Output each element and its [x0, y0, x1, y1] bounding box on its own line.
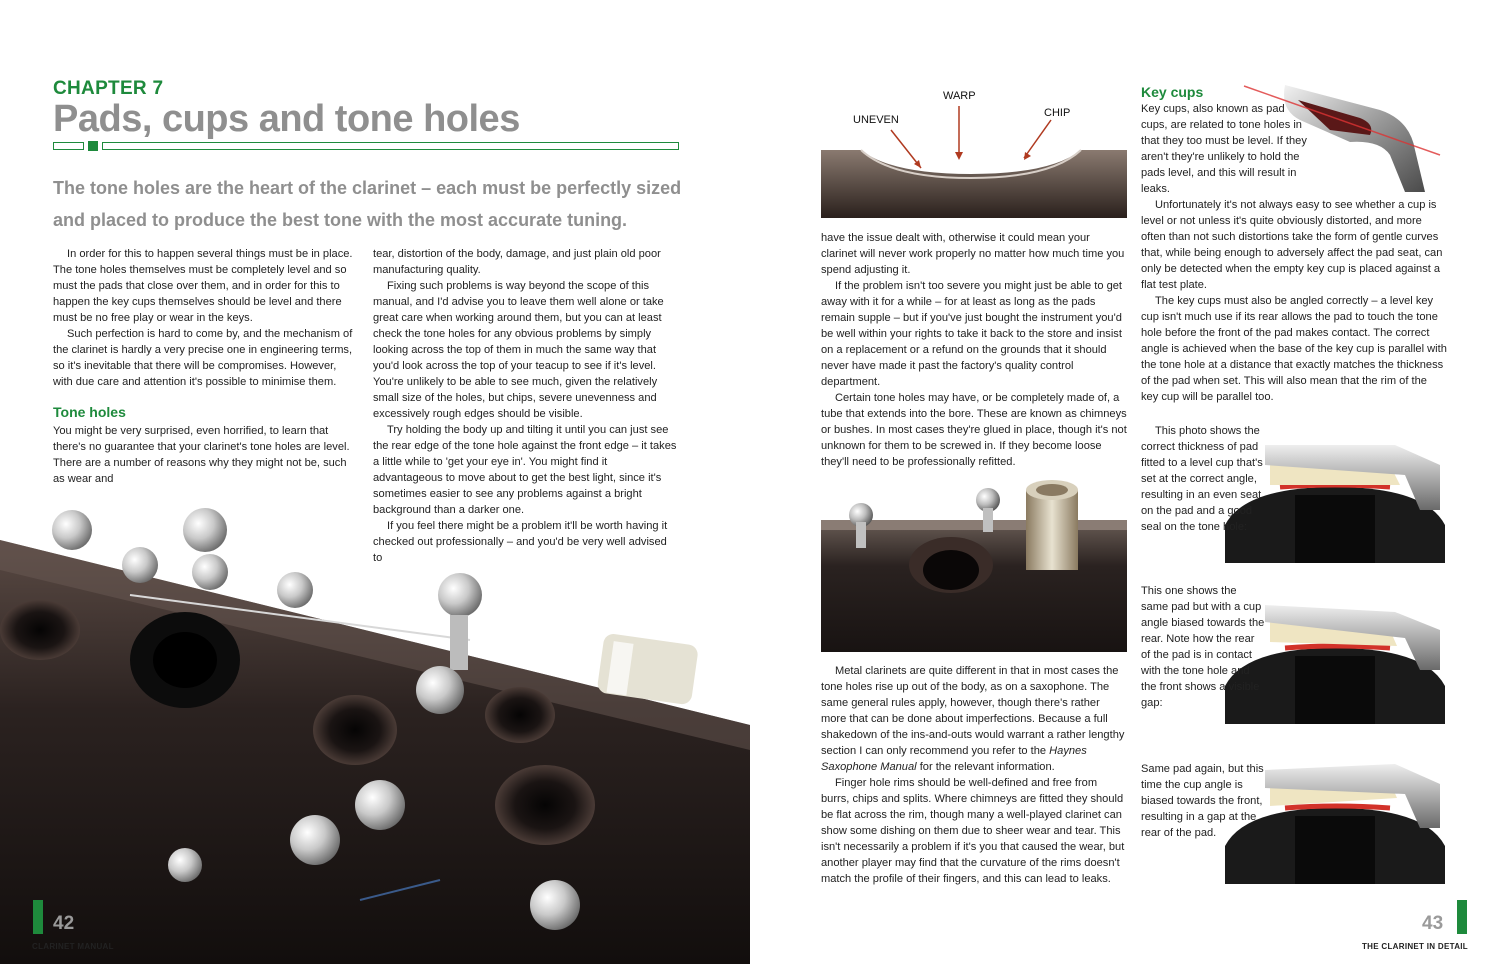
paragraph: Key cups, also known as pad cups, are related to tone holes in that they too must be level. If they aren't they're unlikely to hold the pads level, and this will result in leaks. — [1141, 103, 1307, 195]
paragraph: If the problem isn't too severe you might just be able to get away with it for a while – for at least as long as the pads remain supple – but if you've just bought the instrument you'd be well within your rights to take it back to the store and insist on a replacement or a refund on the grounds that it should never have made it past the factory's quality control department. — [821, 280, 1123, 388]
column-1 — [53, 246, 358, 487]
clarinet-body-photo — [0, 500, 750, 964]
paragraph: Finger hole rims should be well-defined and free from burrs, chips and splits. Where chimneys are fitted they should be flat across the rim, though many a well-played clarinet can show some dishing on them due to sheer wear and tear. This isn't necessarily a problem if it's you that caused the wear, but another player may find that the curvature of the rims doesn't match the profile of their fingers, and this can lead to leaks. — [821, 777, 1125, 885]
page-number-right: 43 — [1422, 913, 1444, 934]
column-3 — [821, 230, 1127, 470]
paragraph: Such perfection is hard to come by, and the mechanism of the clarinet is hardly a very precise one in engineering terms, so it's inevitable that there will be compromises. However, with due care and attention it's possible to minimise them. — [53, 328, 353, 388]
paragraph: The key cups must also be angled correctly – a level key cup isn't much use if its rear allows the pad to touch the tone hole before the front of the pad makes contact. The correct angle is achieved when the base of the key cup is parallel with the tone hole at a distance that exactly matches the thickness of the pad when set. This will also mean that the rim of the key cup will be parallel too. — [1141, 295, 1447, 403]
paragraph: Unfortunately it's not always easy to see whether a cup is level or not unless it's quite obviously distorted, and more often than not such distortions take the form of gentle curves that, while being enough to adversely affect the pad seat, can only be detected when the empty key cup is placed against a flat test plate. — [1141, 199, 1443, 291]
running-footer-left: CLARINET MANUAL — [32, 942, 114, 951]
label-warp: WARP — [943, 90, 976, 102]
paragraph: You might be very surprised, even horrified, to learn that there's no guarantee that your clarinet's tone holes are level. There are a number of reasons why they might not be, such as wear and — [53, 425, 350, 485]
running-footer-right: THE CLARINET IN DETAIL — [1361, 942, 1468, 951]
title-rule — [53, 140, 679, 152]
label-chip: CHIP — [1044, 107, 1071, 119]
paragraph: In order for this to happen several things must be in place. The tone holes themselves must be completely level and so must the pads that close over them, and in order for this to happen the key cups themselves should be level and there must be no free play or wear in the keys. — [53, 248, 353, 324]
chapter-label: CHAPTER 7 — [53, 78, 164, 99]
paragraph: If you feel there might be a problem it'll be worth having it checked out professionally – and you'd be very well advised to — [373, 520, 668, 564]
page-number-left: 42 — [53, 913, 75, 934]
caption-rear-bias: This one shows the same pad but with a cup angle biased towards the rear. Note how the rear of the pad is in contact with the tone hole and the front shows a visible gap: — [1141, 585, 1265, 709]
caption-front-bias: Same pad again, but this time the cup angle is biased towards the front, resulting in a gap at the rear of the pad. — [1141, 763, 1264, 839]
paragraph: Certain tone holes may have, or be completely made of, a tube that extends into the bore. These are known as chimneys or bushes. In most cases they're glued in place, though it's not unknown for them to be screwed in. If they become loose they'll need to be professionally refitted. — [821, 392, 1127, 468]
paragraph: tear, distortion of the body, damage, and just plain old poor manufacturing quality. — [373, 248, 661, 276]
label-uneven: UNEVEN — [853, 114, 899, 126]
heading-tone-holes: Tone holes — [53, 404, 126, 420]
chimney-bush-photo — [821, 470, 1127, 652]
page-marker-left — [33, 900, 43, 934]
page-marker-right — [1457, 900, 1467, 934]
caption-level-pad: This photo shows the correct thickness of pad fitted to a level cup that's set at the correct angle, resulting in an even seat on the pad and a good seal on the tone hole: — [1141, 425, 1263, 533]
paragraph: have the issue dealt with, otherwise it could mean your clarinet will never work properly no matter how much time you spend adjusting it. — [821, 232, 1125, 276]
paragraph: Metal clarinets are quite different in that in most cases the tone holes rise up out of the body, as on a saxophone. The same general rules apply, however, though there's rather more that can be done about imperfections. Because a full shakedown of the ins-and-outs would warrant a rather lengthy section I can only recommend you refer to the Haynes Saxophone Manual for the relevant information. — [821, 665, 1125, 773]
paragraph: Fixing such problems is way beyond the scope of this manual, and I'd advise you to leave them well alone or take great care when working around them, but you can at least check the tone holes for any obvious problems by simply looking across the top of them in much the same way that you'd look across the top of your teacup to see if it's level. You're unlikely to be able to see much, given the relatively small size of the holes, but chips, severe unevenness and excessively rough edges should be visible. — [373, 280, 664, 420]
paragraph: Try holding the body up and tilting it until you can just see the rear edge of the tone hole against the front edge – it takes a little while to 'get your eye in'. You might find it advantageous to move about to get the best light, since it's sometimes easier to see any problems against a bright background than a darker one. — [373, 424, 677, 516]
column-4 — [1141, 101, 1447, 405]
intro-text: The tone holes are the heart of the clarinet – each must be perfectly sized and placed to produce the best tone with the most accurate tuning. — [53, 178, 682, 230]
heading-key-cups: Key cups — [1141, 84, 1204, 100]
column-3-lower — [821, 663, 1127, 887]
tone-hole-defects-photo — [821, 88, 1127, 218]
page-title: Pads, cups and tone holes — [53, 98, 520, 140]
